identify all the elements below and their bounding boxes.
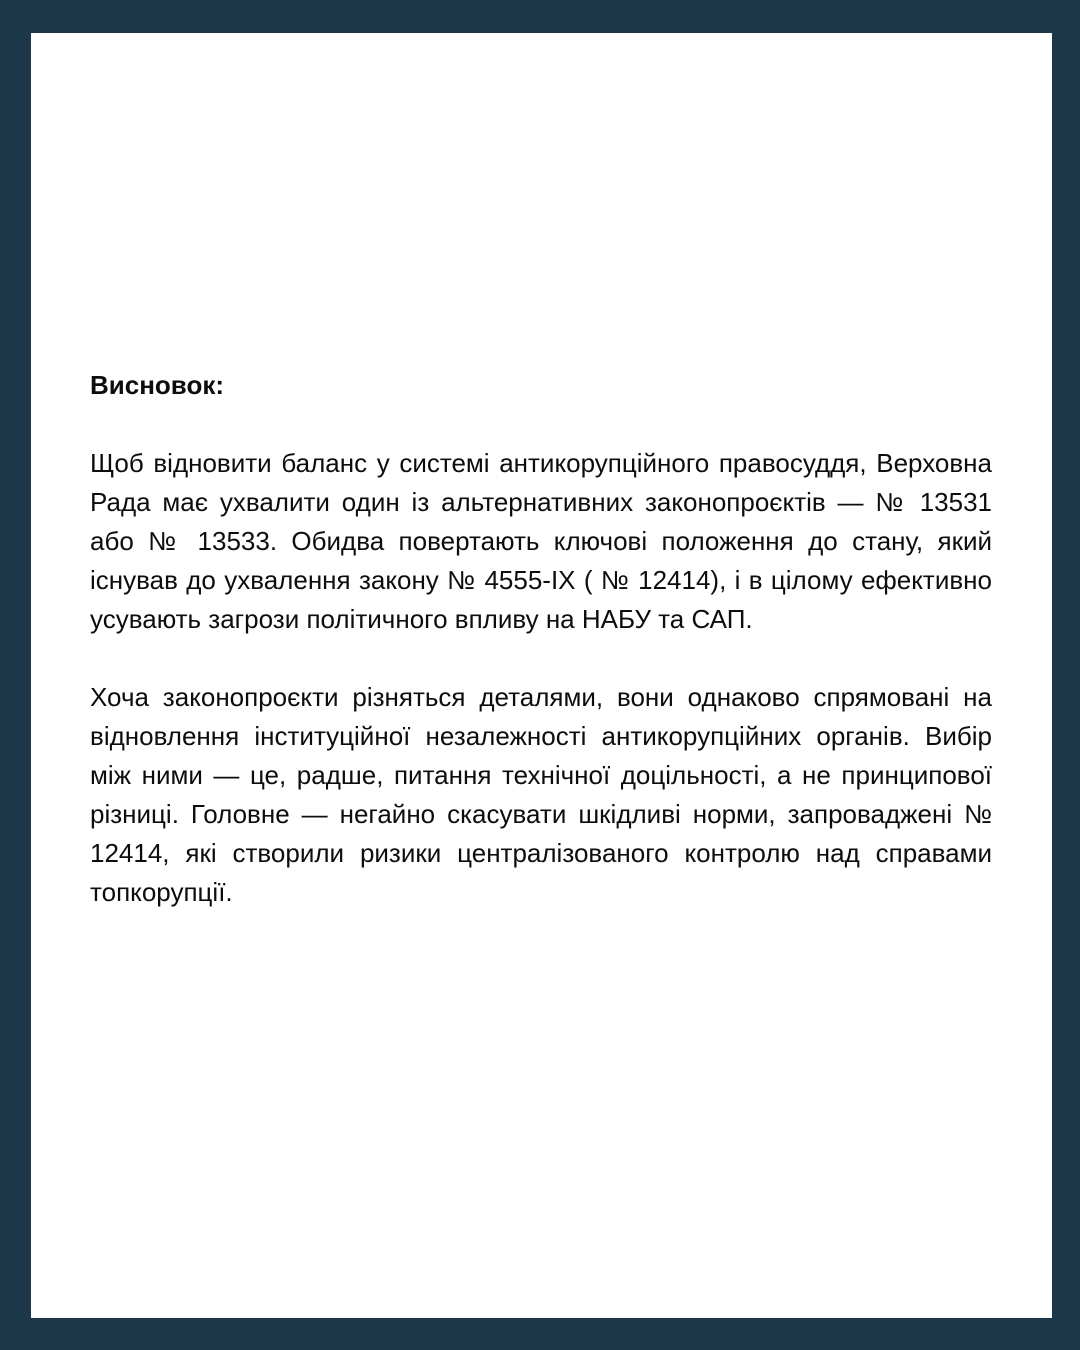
conclusion-heading: Висновок:	[90, 370, 224, 400]
page-frame	[31, 33, 1052, 1318]
document-body	[90, 366, 992, 912]
paragraph-2: Хоча законопроєкти різняться деталями, вони однаково спрямовані на відновлення інституційної незалежності антикорупційних органів. Вибір між ними — це, радше, питання технічної доцільності, а не принципової різниці. Головне — негайно скасувати шкідливі норми, запроваджені № 12414, які створили ризики централізованого контролю над справами топкорупції.	[90, 682, 992, 907]
paragraph-1: Щоб відновити баланс у системі антикорупційного правосуддя, Верховна Рада має ухвалити один із альтернативних законопроєктів — № 13531 або № 13533. Обидва повертають ключові положення до стану, який існував до ухвалення закону № 4555-IX ( № 12414), і в цілому ефективно усувають загрози політичного впливу на НАБУ та САП.	[90, 448, 992, 634]
